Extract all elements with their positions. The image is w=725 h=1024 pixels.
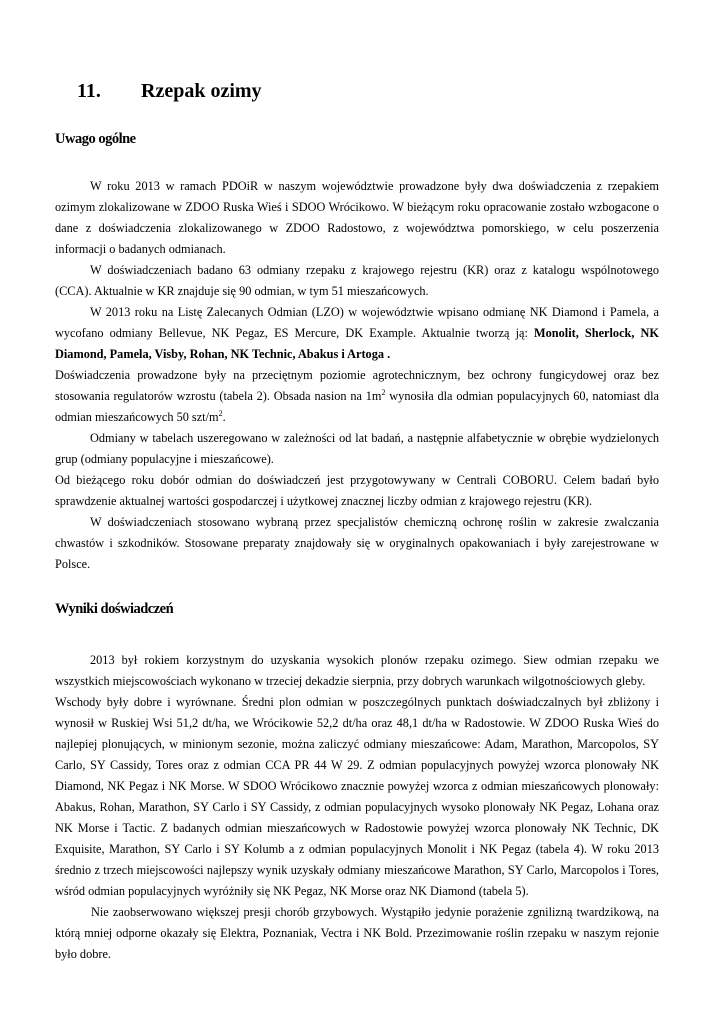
paragraph: W roku 2013 w ramach PDOiR w naszym województwie prowadzone były dwa doświadczenia z rzepakiem ozimym zlokalizowane w ZDOO Ruska Wieś i SDOO Wrócikowo. W bieżącym roku opracowanie zostało wzbogacone o dane z doświadczenia zlokalizowanego w ZDOO Radostowo, z województwa pomorskiego, w celu poszerzenia informacji o badanych odmianach.: [55, 179, 659, 256]
seeding-text-2: wynosiła dla odmian populacyjnych 60, natomiast dla odmian mieszańcowych 50 szt/m: [55, 389, 660, 424]
paragraph: Od bieżącego roku dobór odmian do doświadczeń jest przygotowywany w Centrali COBORU. Celem badań było sprawdzenie aktualnej wartości gospodarczej i użytkowej znacznej liczby odmian z krajowego rejestru (KR).: [55, 473, 659, 508]
section-title-general: Uwago ogólne: [55, 131, 136, 147]
chapter-number: 11.: [77, 80, 101, 102]
lzo-text: W 2013 roku na Listę Zalecanych Odmian (LZO) w województwie wpisano odmianę NK Diamond i Pamela, a wycofano odmiany Bellevue, NK Pegaz, ES Mercure, DK Example. Aktualnie tworzą ją:: [55, 305, 659, 340]
chapter-heading: [77, 80, 262, 103]
paragraph: W doświadczeniach stosowano wybraną przez specjalistów chemiczną ochronę roślin w zakresie zwalczania chwastów i szkodników. Stosowane preparaty znajdowały się w oryginalnych opakowaniach i były zarejestrowane w Polsce.: [55, 515, 659, 571]
paragraph: Wschody były dobre i wyrównane. Średni plon odmian w poszczególnych punktach doświadczalnych był zbliżony i wynosił w Ruskiej Wsi 51,2 dt/ha, we Wrócikowie 52,2 dt/ha oraz 48,1 dt/ha w Radostowie. W ZDOO Ruska Wieś do najlepiej plonujących, w minionym sezonie, można zaliczyć odmiany mieszańcowe: Adam, Marathon, Marcopolos, SY Carlo, SY Cassidy, Tores oraz z odmian CCA PR 44 W 29. Z odmian populacyjnych powyżej wzorca plonowały NK Diamond, NK Pegaz i NK Morse. W SDOO Wrócikowo znacznie powyżej wzorca z odmian mieszańcowych plonowały: Abakus, Rohan, Marathon, SY Carlo i SY Cassidy, z odmian populacyjnych wysoko plonowały NK Pegaz, Lohana oraz NK Morse i Tactic. Z badanych odmian mieszańcowych w Radostowie powyżej wzorca plonowały NK Technic, DK Exquisite, Marathon, SY Carlo i SY Kolumb a z odmian populacyjnych Monolit i NK Pegaz (tabela 4). W roku 2013 średnio z trzech miejscowości najlepszy wynik uzyskały odmiany mieszańcowe Marathon, SY Carlo, Marcopolos i Tores, wśród odmian populacyjnych wyróżniły się NK Pegaz, NK Morse oraz NK Diamond (tabela 5).: [55, 695, 659, 898]
paragraph: [55, 302, 659, 365]
chapter-title: Rzepak ozimy: [141, 80, 262, 102]
seeding-text-3: .: [222, 410, 226, 424]
superscript: 2: [218, 408, 223, 418]
lzo-varieties-bold: Monolit, Sherlock, NK Diamond, Pamela, Visby, Rohan, NK Technic, Abakus i Artoga .: [55, 326, 659, 361]
paragraph: 2013 był rokiem korzystnym do uzyskania wysokich plonów rzepaku ozimego. Siew odmian rzepaku we wszystkich miejscowościach wykonano w trzeciej dekadzie sierpnia, przy dobrych warunkach wilgotnościowych gleby.: [55, 653, 659, 688]
paragraph: W doświadczeniach badano 63 odmiany rzepaku z krajowego rejestru (KR) oraz z katalogu wspólnotowego (CCA). Aktualnie w KR znajduje się 90 odmian, w tym 51 mieszańcowych.: [55, 263, 659, 298]
paragraph: Nie zaobserwowano większej presji chorób grzybowych. Wystąpiło jedynie porażenie zgnilizną twardzikową, na którą mniej odporne okazały się Elektra, Poznaniak, Vectra i NK Bold. Przezimowanie roślin rzepaku w naszym rejonie było dobre.: [55, 905, 659, 961]
section-title-results: Wyniki doświadczeń: [55, 601, 174, 617]
seeding-text-1: Doświadczenia prowadzone były na przeciętnym poziomie agrotechnicznym, bez ochrony fungicydowej oraz bez stosowania regulatorów wzrostu (tabela 2). Obsada nasion na 1m: [55, 368, 659, 403]
paragraph: Odmiany w tabelach uszeregowano w zależności od lat badań, a następnie alfabetycznie w obrębie wydzielonych grup (odmiany populacyjne i mieszańcowe).: [55, 431, 659, 466]
superscript: 2: [381, 387, 386, 397]
section-general-body: [55, 176, 659, 575]
section-results-body: [55, 650, 659, 965]
paragraph: [55, 365, 659, 428]
